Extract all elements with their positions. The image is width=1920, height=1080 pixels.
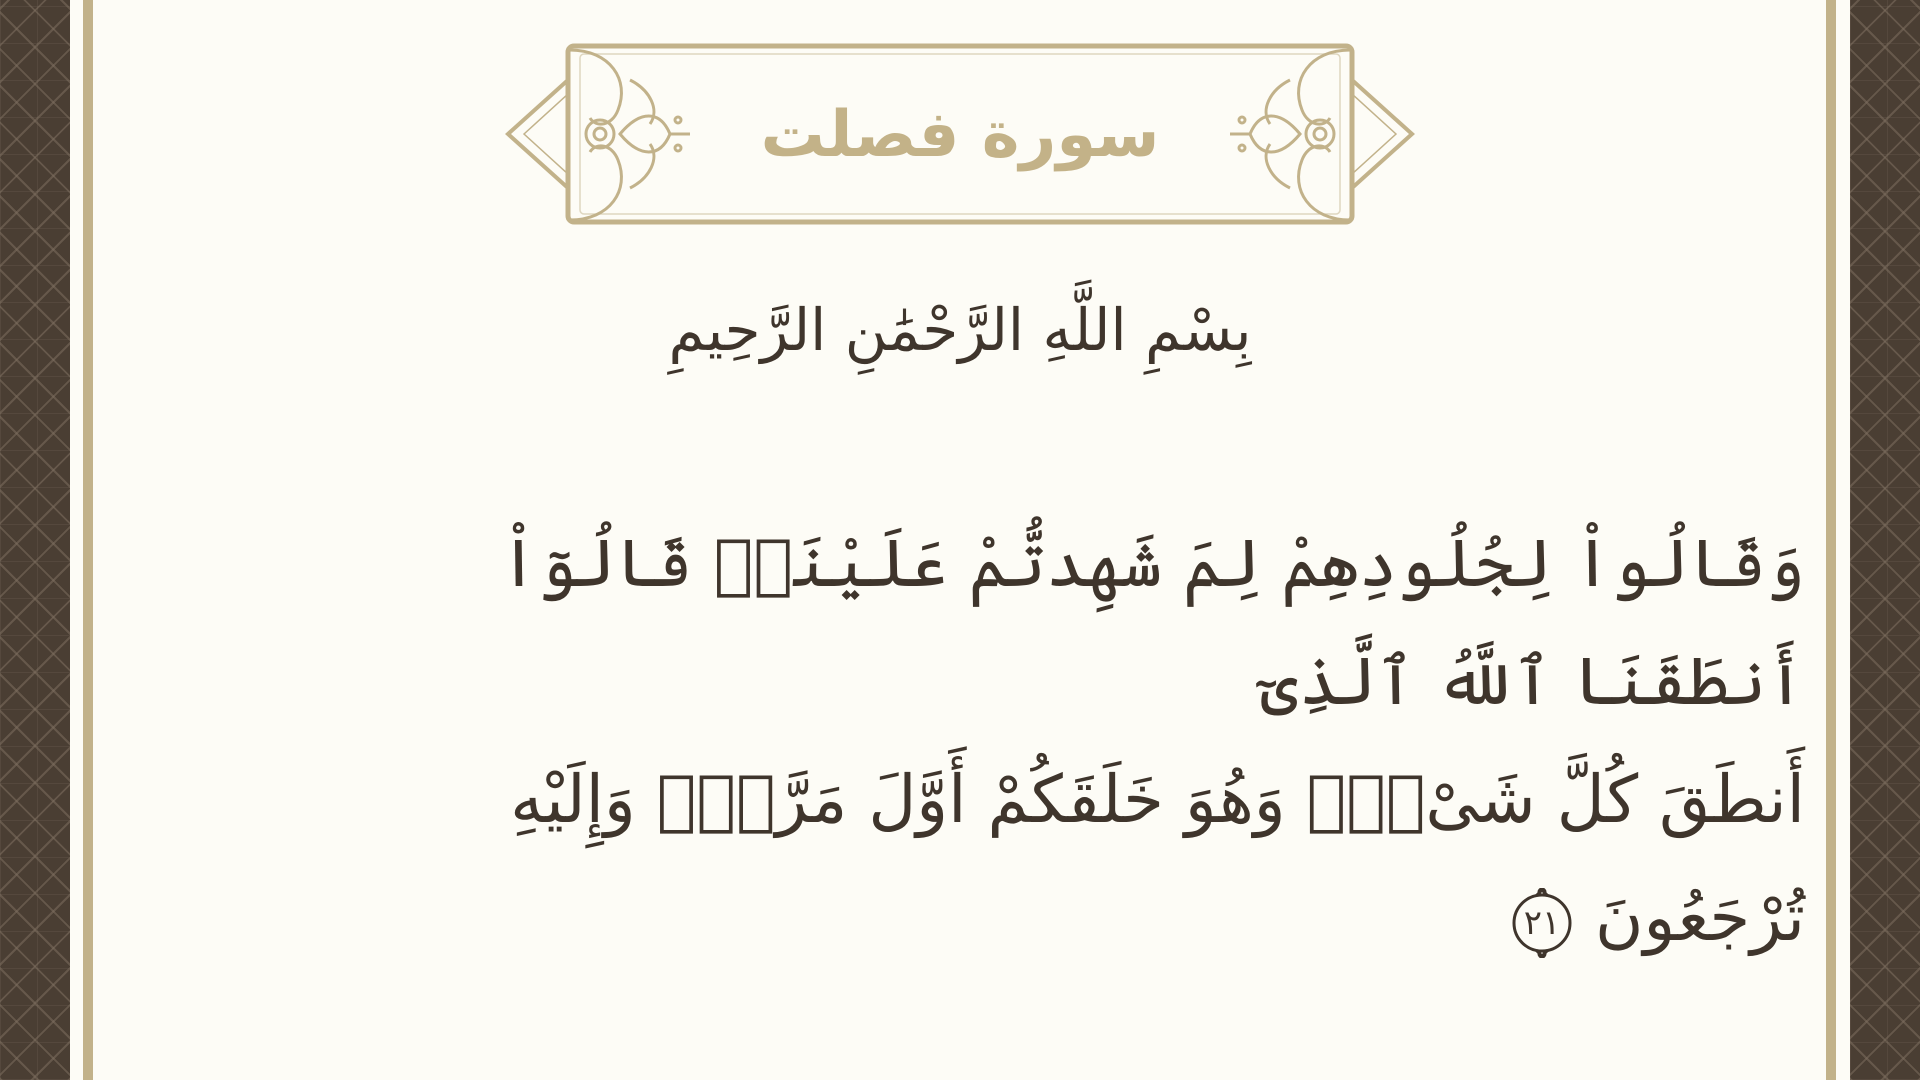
basmala-calligraphy: بِسْمِ اللَّهِ الرَّحْمَٰنِ الرَّحِيمِ <box>668 296 1252 364</box>
right-gold-rule <box>1826 0 1836 1080</box>
surah-title: سورة فصلت <box>760 98 1160 172</box>
left-gold-rule <box>83 0 93 1080</box>
verse-line-2-text: أَنطَقَ كُلَّ شَىْءٍۢ وَهُوَ خَلَقَكُمْ أَوَّلَ مَرَّةٍۢ وَإِلَيْهِ تُرْجَعُونَ <box>510 761 1805 956</box>
ayah-end-marker-icon <box>1507 888 1577 958</box>
verse-text <box>400 505 1805 977</box>
ayah-number: ٢١ <box>1523 903 1561 943</box>
right-pattern-border <box>1850 0 1920 1080</box>
verse-line-2 <box>400 741 1805 977</box>
verse-line-1: وَقَالُواْ لِجُلُودِهِمْ لِمَ شَهِدتُّمْ عَلَيْنَاۖ قَالُوٓاْ أَنطَقَنَا ٱللَّهُ ٱلَّذِىٓ <box>499 525 1805 720</box>
left-pattern-border <box>0 0 70 1080</box>
surah-header <box>500 40 1420 230</box>
